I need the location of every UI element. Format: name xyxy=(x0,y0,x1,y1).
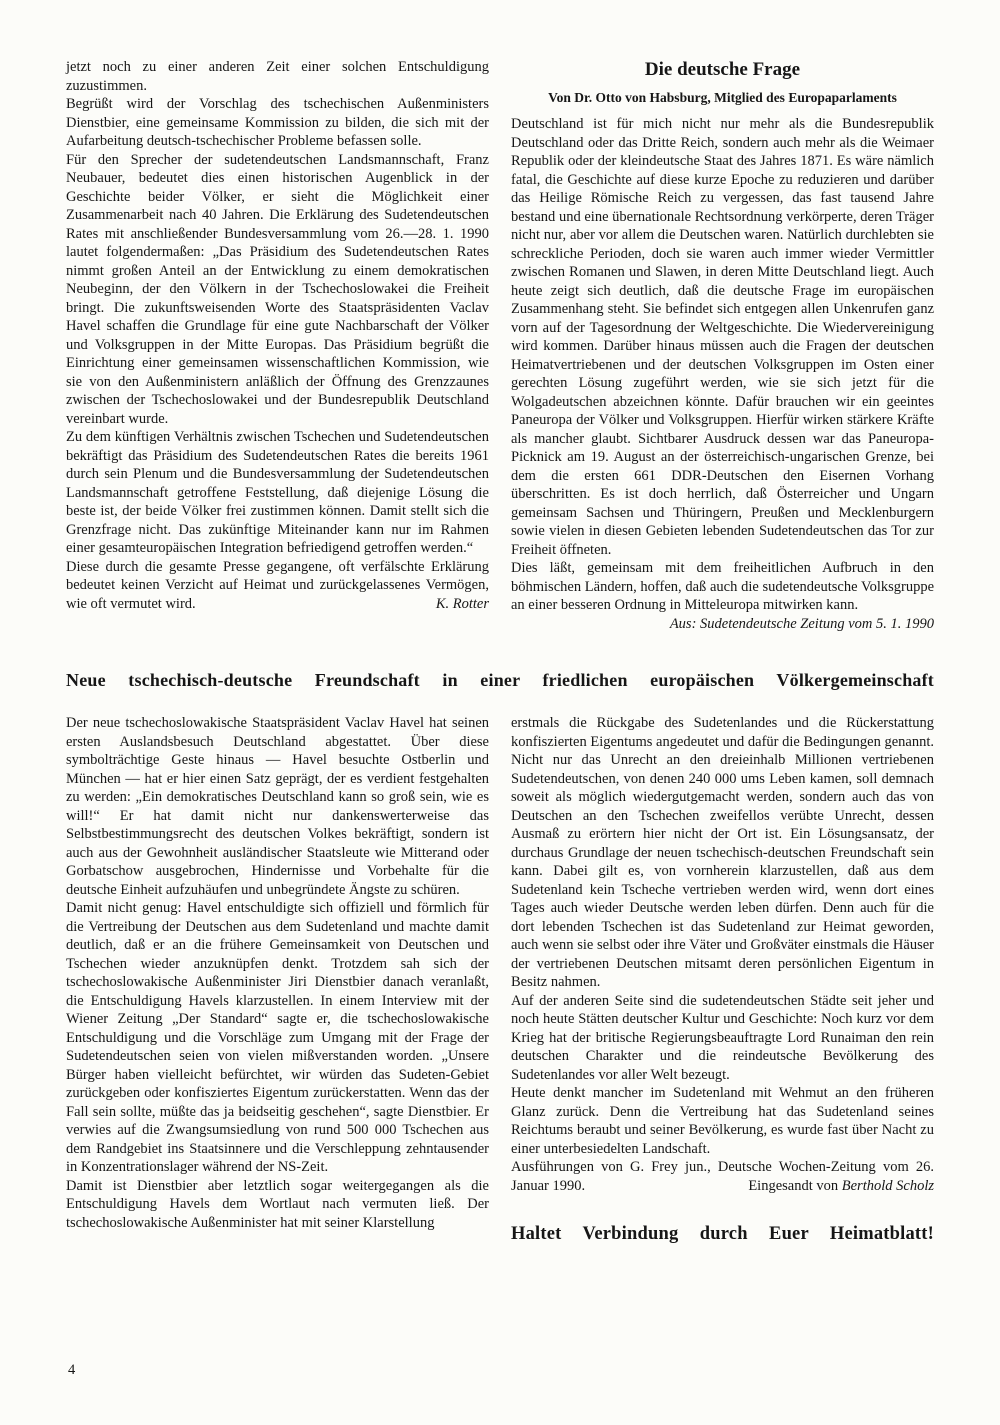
submitted-by xyxy=(736,1177,934,1196)
article-paragraph: Deutschland ist für mich nicht nur mehr als die Bundesrepublik Deutschland oder das Dritte Reich, sondern auch mehr als die Weimaer Republik oder der kleindeutsche Staat des Jahres 1871. Es wäre nämlich fatal, die Geschichte auf diese kurze Epoche zu reduzieren und darüber das Heilige Römische Reich zu vergessen, das fast tausend Jahre bestand und eine übernationale Rechtsordnung verkörperte, deren Träger nicht nur, aber vor allem die Deutschen waren. Natürlich durchlebten sie schreckliche Perioden, doch sie waren auch immer wieder Vermittler zwischen Romanen und Slawen, in deren Mitte Deutschland liegt. Auch heute zeigt sich deutlich, daß die deutsche Frage im europäischen Zusammenhang steht. Sie befindet sich entgegen allen Unkenrufen ganz vorn auf der Tagesordnung der Weltgeschichte. Die Wiedervereinigung wird kommen. Darüber hinaus müssen auch die Fragen der deutschen Heimatvertriebenen und der deutschen Volksgruppen im Osten einer gerechten Lösung zugeführt werden, wie sie sich jetzt für die Wolgadeutschen abzeichnen könnte. Dafür brauchen wir ein geeintes Paneuropa der Völker und Volksgruppen. Hierfür wirken stärkere Kräfte als mancher glaubt. Sichtbarer Ausdruck dessen war das Paneuropa-Picknick am 19. August an der österreichisch-ungarischen Grenze, bei dem die ersten 661 DDR-Deutschen den Eisernen Vorhang überschritten. Es ist doch herrlich, daß Österreicher und Ungarn gemeinsam Sachsen und Thüringern, Preußen und Mecklenburgern sowie vielen in diesen Gebieten lebenden Sudetendeutschen das Tor zur Freiheit öffneten. xyxy=(511,116,934,558)
top-left-article xyxy=(66,58,489,613)
article-attribution xyxy=(511,1158,934,1195)
bottom-section xyxy=(66,714,934,1246)
paragraph-text: Dies läßt, gemeinsam mit dem freiheitlichen Aufbruch in den böhmischen Ländern, hoffen, daß auch die sudetendeutsche Volksgruppe an einer besseren Ordnung in Mitteleuropa mitwirken kann. xyxy=(511,560,934,613)
article-paragraph: jetzt noch zu einer anderen Zeit einer solchen Entschuldigung zuzustimmen. xyxy=(66,59,489,94)
top-section xyxy=(66,58,934,633)
article-closing-paragraph xyxy=(511,559,934,632)
paragraph-text: Diese durch die gesamte Presse gegangene, oft verfälschte Erklärung bedeutet keinen Verzicht auf Heimat und zurückgelassenes Vermögen, wie oft vermutet wird. xyxy=(66,558,489,612)
attribution-text: Ausführungen von G. Frey jun., Deutsche Wochen-Zeitung vom 26. Januar 1990. xyxy=(511,1159,934,1194)
footer-banner: Haltet Verbindung durch Euer Heimatblatt! xyxy=(511,1224,934,1244)
main-article-right-column xyxy=(511,714,934,1246)
article-paragraph: erstmals die Rückgabe des Sudetenlandes und die Rückerstattung konfiszierten Eigentums angedeutet und dafür die Bedingungen genannt. Nicht nur das Unrecht an den dreieinhalb Millionen vertriebenen Sudetendeutschen, von denen 240 000 ums Leben kamen, soll demnach soweit als möglich wiedergutgemacht werden, sondern auch das von Deutschen an den Tschechen zweifellos verübte Unrecht, dessen Ausmaß zu erörtern hier nicht der Ort ist. Ein Lösungsansatz, der durchaus Grundlage der neuen tschechisch-deutschen Freundschaft sein kann. Dabei gilt es, von vornherein klarzustellen, daß aus dem Sudetenland kein Tscheche vertrieben werden wird, wenn dort eines Tages auch wieder Deutsche werden leben dürfen. Denn auch für die dort lebenden Tschechen ist das Sudetenland zur Heimat geworden, auch wenn sie selbst oder ihre Väter und Großväter einstmals die Häuser der vertriebenen Deutschen mitsamt deren persönlichen Eigentum in Besitz nahmen. xyxy=(511,715,934,990)
article-closing-paragraph xyxy=(66,558,489,614)
main-article-left-column xyxy=(66,714,489,1232)
top-right-article xyxy=(511,58,934,633)
submitter-name: Berthold Scholz xyxy=(841,1177,934,1194)
article-paragraph: Begrüßt wird der Vorschlag des tschechischen Außenministers Dienstbier, eine gemeinsame Kommission zu bilden, die sich mit der Aufarbeitung deutsch-tschechischer Probleme befassen solle. xyxy=(66,96,489,149)
main-headline: Neue tschechisch-deutsche Freundschaft in einer friedlichen europäischen Völkergemeinschaft xyxy=(66,670,934,690)
article-paragraph: Auf der anderen Seite sind die sudetendeutschen Städte seit jeher und noch heute Stätten deutscher Kultur und Geschichte: Noch kurz vor dem Krieg hat der britische Regierungsbeauftragte Lord Runaiman den rein deutschen Charakter und die reindeutsche Bevölkerung des Sudetenlandes vor aller Welt bezeugt. xyxy=(511,992,934,1083)
article-byline: Von Dr. Otto von Habsburg, Mitglied des Europaparlaments xyxy=(548,90,897,105)
article-source: Aus: Sudetendeutsche Zeitung vom 5. 1. 1990 xyxy=(669,615,934,632)
article-paragraph: Für den Sprecher der sudetendeutschen Landsmannschaft, Franz Neubauer, bedeutet dies einen historischen Augenblick in der Geschichte beider Völker, er sieht die Möglichkeit einer Zusammenarbeit nach 40 Jahren. Die Erklärung des Sudetendeutschen Rates mit anschließender Bundesversammlung vom 26.—28. 1. 1990 lautet folgendermaßen: „Das Präsidium des Sudetendeutschen Rates nimmt großen Anteil an der Entwicklung zu einem demokratischen Neubeginn, der den Völkern in der Tschechoslowakei die Freiheit bringt. Die zukunftsweisenden Worte des Staatspräsidenten Vaclav Havel schaffen die Grundlage für eine gute Nachbarschaft der Völker und Volksgruppen in der Mitte Europas. Das Präsidium begrüßt die Einrichtung einer gemeinsamen wissenschaftlichen Kommission, wie sie von den Außenministern anläßlich der Öffnung des Grenzzaunes zwischen der Tschechoslowakei und der Bundesrepublik Deutschland vereinbart wurde. xyxy=(66,151,489,427)
submitted-label: Eingesandt von xyxy=(748,1177,842,1194)
article-paragraph: Damit ist Dienstbier aber letztlich sogar weitergegangen als die Entschuldigung Havels dem Wortlaut nach vermuten ließ. Der tschechoslowakische Außenminister hat mit seiner Klarstellung xyxy=(66,1177,489,1231)
article-title: Die deutsche Frage xyxy=(644,59,801,80)
author-signature: K. Rotter xyxy=(435,595,489,612)
article-paragraph: Der neue tschechoslowakische Staatspräsident Vaclav Havel hat seinen ersten Auslandsbesuch Deutschland abgestattet. Über diese symbolträchtige Geste hinaus — Havel besuchte Ostberlin und München — hat er hier einen Satz geprägt, der es verdient festgehalten zu werden: „Ein demokratisches Deutschland kann so groß sein, wie es will!“ Er hat damit nicht nur dankenswerterweise das Selbstbestimmungsrecht des deutschen Volkes bekräftigt, sondern ist auch aus der Gewohnheit ausländischer Staatsleute wie Mitterand oder Gorbatschow ausgebrochen, Hindernisse und Vorbehalte für die deutsche Einheit aufzuhäufen und unbegründete Ängste zu schüren. xyxy=(66,715,489,898)
article-paragraph: Heute denkt mancher im Sudetenland mit Wehmut an den früheren Glanz zurück. Denn die Vertreibung hat das Sudetenland seines Reichtums beraubt und seiner Bevölkerung, es wurde fast über Nacht zu einer unterbesiedelten Landschaft. xyxy=(511,1085,934,1157)
page-number: 4 xyxy=(68,1362,76,1378)
article-paragraph: Zu dem künftigen Verhältnis zwischen Tschechen und Sudetendeutschen bekräftigt das Präsidium des Sudetendeutschen Rates die bereits 1961 durch sein Plenum und die Bundesversammlung der Sudetendeutschen Landsmannschaft getroffene Feststellung, daß diejenige Lösung die beste ist, der beide Völker frei zustimmen können. Damit stellt sich die Grenzfrage nicht. Das zukünftige Miteinander kann nur im Rahmen einer gesamteuropäischen Integration befriedigend getroffen werden.“ xyxy=(66,429,489,556)
article-paragraph: Damit nicht genug: Havel entschuldigte sich offiziell und förmlich für die Vertreibung der Deutschen aus dem Sudetenland und machte damit deutlich, daß er an die frühere Gemeinsamkeit von Deutschen und Tschechen wieder anzuknüpfen denkt. Trotzdem sah sich der tschechoslowakische Außenminister Jiri Dienstbier danach veranlaßt, die Entschuldigung Havels klarzustellen. In einem Interview mit der Wiener Zeitung „Der Standard“ sagte er, die tschechoslowakische Entschuldigung und die Vorschläge zum Umgang mit der Frage der Sudetendeutschen seien von vielen mißverstanden worden. „Unsere Bürger haben vielleicht befürchtet, wir würden das Sudeten-Gebiet zurückgeben oder konfisziertes Eigentum zurückerstatten. Wenn das der Fall sein sollte, müßte das ja beidseitig geschehen“, sagte Dienstbier. Er verwies auf die Zwangsumsiedlung von rund 500 000 Tschechen aus dem Randgebiet ins Staatsinnere und die Verschleppung zehntausender in Konzentrationslager während der NS-Zeit. xyxy=(66,900,489,1175)
